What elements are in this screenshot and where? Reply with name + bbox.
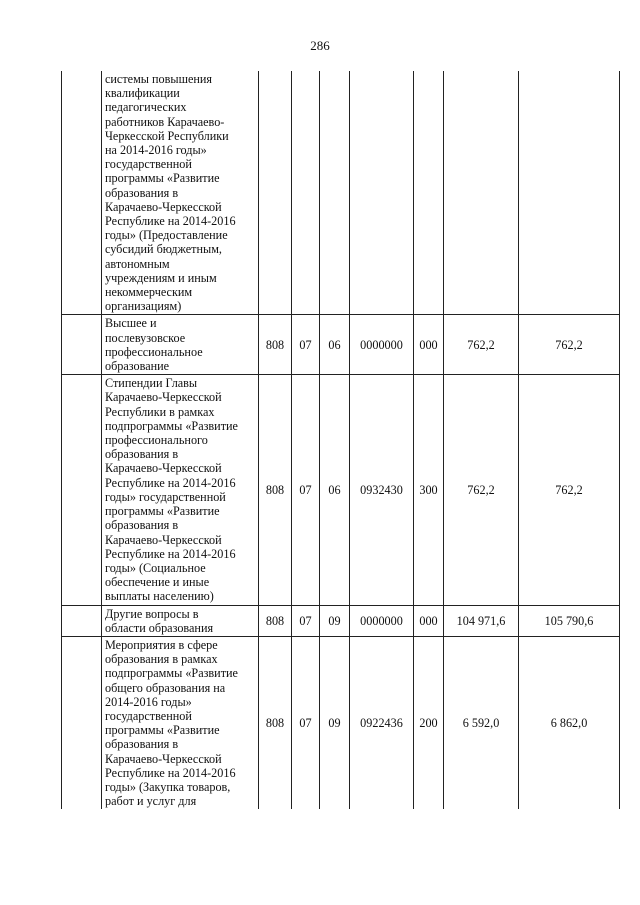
item-name-line: годы» (Закупка товаров, [105, 779, 231, 794]
blank-cell [62, 315, 102, 375]
expense-type-cell [414, 71, 444, 315]
item-name-line: автономным [105, 256, 170, 271]
subsection-code-cell: 06 [320, 315, 350, 375]
sum-2016-cell: 762,2 [519, 375, 620, 605]
item-name-line: субсидий бюджетным, [105, 242, 222, 257]
ministry-code-cell: 808 [259, 636, 292, 809]
item-name-line: Республике на 2014-2016 [105, 214, 236, 229]
item-name-line: Республике на 2014-2016 [105, 546, 236, 561]
item-name-line: обеспечение и иные [105, 575, 210, 590]
item-name-line: образование [105, 359, 170, 374]
item-name-line: организациям) [105, 299, 182, 314]
table-row [62, 315, 620, 375]
item-name-line: Высшее и [105, 316, 157, 331]
item-name-line: области образования [105, 620, 214, 635]
sum-2015-cell: 762,2 [444, 315, 519, 375]
target-article-cell: 0000000 [350, 315, 414, 375]
item-name-line: некоммерческим [105, 285, 193, 300]
item-name-line: программы «Развитие [105, 723, 220, 738]
blank-cell [62, 375, 102, 605]
budget-table [61, 71, 620, 809]
item-name-line: Другие вопросы в [105, 606, 199, 621]
section-code-cell: 07 [292, 375, 320, 605]
item-name-cell [102, 71, 259, 315]
table-row [62, 71, 620, 315]
item-name-cell [102, 375, 259, 605]
item-name-line: образования в [105, 185, 179, 200]
sum-2015-cell: 762,2 [444, 375, 519, 605]
item-name-line: работ и услуг для [105, 794, 197, 809]
item-name-line: образования в [105, 447, 179, 462]
ministry-code-cell: 808 [259, 375, 292, 605]
item-name-line: квалификации [105, 86, 180, 101]
sum-2016-cell [519, 71, 620, 315]
subsection-code-cell: 06 [320, 375, 350, 605]
item-name-line: Республике на 2014-2016 [105, 765, 236, 780]
item-name-line: профессионального [105, 433, 208, 448]
item-name-line: годы» государственной [105, 489, 226, 504]
page-number: 286 [310, 38, 330, 53]
target-article-cell: 0932430 [350, 375, 414, 605]
item-name-line: профессиональное [105, 344, 203, 359]
section-code-cell [292, 71, 320, 315]
item-name-line: Республики в рамках [105, 404, 215, 419]
sum-2015-cell [444, 71, 519, 315]
item-name-cell [102, 315, 259, 375]
item-name-line: системы повышения [105, 72, 213, 86]
item-name-line: Черкесской Республики [105, 128, 229, 143]
item-name-line: годы» (Социальное [105, 560, 206, 575]
expense-type-cell: 000 [414, 605, 444, 636]
ministry-code-cell [259, 71, 292, 315]
item-name-line: Карачаево-Черкесской [105, 461, 222, 476]
item-name-cell [102, 605, 259, 636]
ministry-code-cell: 808 [259, 315, 292, 375]
item-name-line: программы «Развитие [105, 171, 220, 186]
item-name-line: государственной [105, 157, 192, 172]
subsection-code-cell: 09 [320, 636, 350, 809]
item-name-line: Республике на 2014-2016 [105, 475, 236, 490]
item-name-line: подпрограммы «Развитие [105, 418, 238, 433]
table-body [62, 71, 620, 809]
expense-type-cell: 000 [414, 315, 444, 375]
item-name-line: годы» (Предоставление [105, 228, 228, 243]
item-name-line: общего образования на [105, 680, 226, 695]
item-name-cell [102, 636, 259, 809]
sum-2016-cell: 6 862,0 [519, 636, 620, 809]
sum-2016-cell: 105 790,6 [519, 605, 620, 636]
item-name-line: Карачаево-Черкесской [105, 390, 222, 405]
item-name-line: Стипендии Главы [105, 376, 198, 391]
section-code-cell: 07 [292, 315, 320, 375]
table-row [62, 605, 620, 636]
sum-2016-cell: 762,2 [519, 315, 620, 375]
blank-cell [62, 636, 102, 809]
item-name-line: Карачаево-Черкесской [105, 199, 222, 214]
item-name-line: подпрограммы «Развитие [105, 666, 238, 681]
item-name-line: выплаты населению) [105, 589, 214, 604]
sum-2015-cell: 104 971,6 [444, 605, 519, 636]
item-name-line: педагогических [105, 100, 187, 115]
item-name-line: образования в [105, 518, 179, 533]
expense-type-cell: 200 [414, 636, 444, 809]
item-name-line: послевузовское [105, 330, 186, 345]
item-name-line: 2014-2016 годы» [105, 694, 192, 709]
ministry-code-cell: 808 [259, 605, 292, 636]
expense-type-cell: 300 [414, 375, 444, 605]
blank-cell [62, 605, 102, 636]
target-article-cell [350, 71, 414, 315]
item-name-line: работников Карачаево- [105, 114, 225, 129]
blank-cell [62, 71, 102, 315]
item-name-line: программы «Развитие [105, 504, 220, 519]
item-name-line: Карачаево-Черкесской [105, 751, 222, 766]
item-name-line: Карачаево-Черкесской [105, 532, 222, 547]
table-row [62, 375, 620, 605]
subsection-code-cell: 09 [320, 605, 350, 636]
subsection-code-cell [320, 71, 350, 315]
item-name-line: Мероприятия в сфере [105, 637, 218, 652]
item-name-line: на 2014-2016 годы» [105, 143, 207, 158]
target-article-cell: 0000000 [350, 605, 414, 636]
item-name-line: образования в [105, 737, 179, 752]
item-name-line: учреждениям и иным [105, 270, 217, 285]
item-name-line: государственной [105, 708, 192, 723]
section-code-cell: 07 [292, 636, 320, 809]
item-name-line: образования в рамках [105, 652, 218, 667]
target-article-cell: 0922436 [350, 636, 414, 809]
table-row [62, 636, 620, 809]
sum-2015-cell: 6 592,0 [444, 636, 519, 809]
section-code-cell: 07 [292, 605, 320, 636]
